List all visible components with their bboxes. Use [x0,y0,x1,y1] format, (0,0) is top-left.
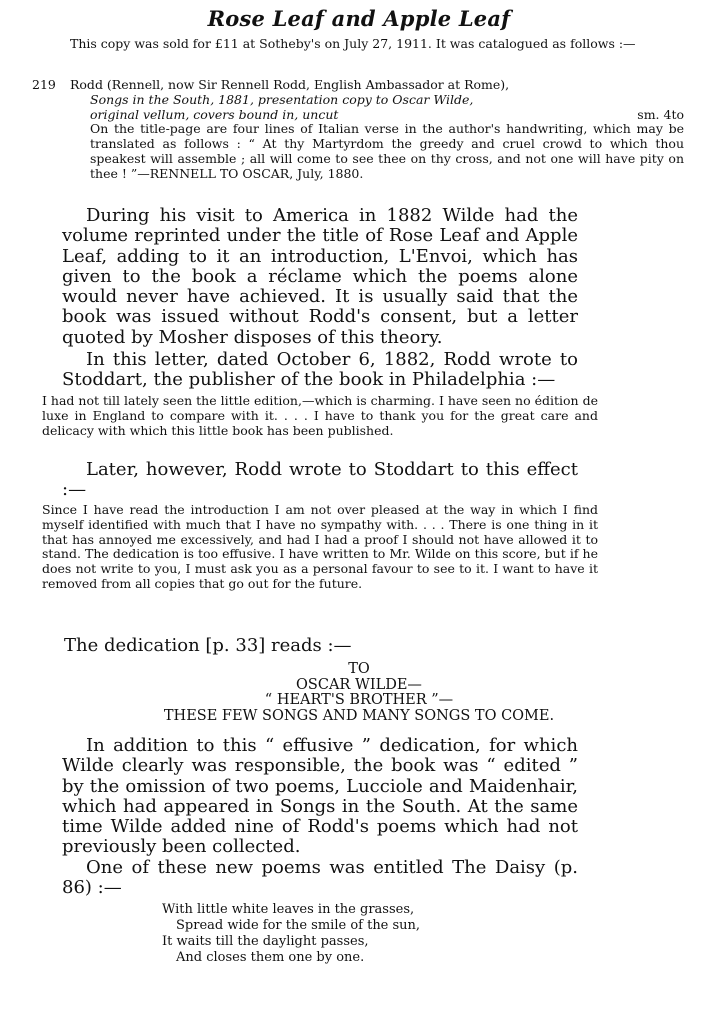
dedication-block [60,662,658,724]
catalog-description: On the title-page are four lines of Italian verse in the author's handwriting, which may be translated as follows : “ At thy Martyrdom the greedy and cruel crowd to which thou speakest will assemble ; all will come to see thee on thy cross, and not one will have pity on thee ! ”—RENNELL TO OSCAR, July, 1880. [90,121,684,181]
paragraph-6: One of these new poems was entitled The Daisy (p. 86) :— [62,857,578,899]
intro-paragraph: This copy was sold for £11 at Sotheby's on July 27, 1911. It was catalogued as follows :— [70,36,636,51]
poem-line-1: With little white leaves in the grasses, [162,902,415,917]
poem-line-3: It waits till the daylight passes, [162,934,369,949]
dedication-line-4: THESE FEW SONGS AND MANY SONGS TO COME. [163,707,555,724]
quote-1: I had not till lately seen the little edition,—which is charming. I have seen no édition de luxe in England to compare with it. . . . I have to thank you for the great care and delicacy with which this little book has been published. [42,393,598,438]
dedication-line-3: “ HEART'S BROTHER ”— [264,692,454,708]
dedication-line-1: TO [348,661,370,677]
poem-line-2: Spread wide for the smile of the sun, [176,918,421,933]
paragraph-2: In this letter, dated October 6, 1882, Rodd wrote to Stoddart, the publisher of the book in Philadelphia :— [62,349,578,391]
catalog-number: 219 [32,77,56,92]
catalog-line-3-row [90,108,684,123]
poem-line-4: And closes them one by one. [176,950,365,965]
paragraph-5: In addition to this “ effusive ” dedication, for which Wilde clearly was responsible, the book was “ edited ” by the omission of two poems, Lucciole and Maidenhair, which had appeared in Songs in the South. At the same time Wilde added nine of Rodd's poems which had not previously been collected. [62,735,578,858]
catalog-line-1: Rodd (Rennell, now Sir Rennell Rodd, English Ambassador at Rome), [70,77,510,92]
catalog-line-3: original vellum, covers bound in, uncut [90,106,339,122]
paragraph-3: Later, however, Rodd wrote to Stoddart to this effect :— [62,459,578,501]
paragraph-4: The dedication [p. 33] reads :— [64,635,352,656]
poem-the-daisy [162,902,492,966]
catalog-line-2: Songs in the South, 1881, presentation copy to Oscar Wilde, [90,91,474,107]
dedication-line-2: OSCAR WILDE— [296,676,422,693]
paragraph-1: During his visit to America in 1882 Wilde had the volume reprinted under the title of Rose Leaf and Apple Leaf, adding to it an introduction, L'Envoi, which has given to the book a réclame which the poems alone would never have achieved. It is usually said that the book was issued without Rodd's consent, but a letter quoted by Mosher disposes of this theory. [62,205,578,348]
quote-2: Since I have read the introduction I am not over pleased at the way in which I find myself identified with much that I have no sympathy with. . . . There is one thing in it that has annoyed me excessively, and had I had a proof I should not have allowed it to stand. The dedication is too effusive. I have written to Mr. Wilde on this score, but if he does not write to you, I must ask you as a personal favour to see to it. I want to have it removed from all copies that go out for the future. [42,502,598,591]
running-title: Rose Leaf and Apple Leaf [207,6,511,31]
catalog-format: sm. 4to [637,106,684,122]
